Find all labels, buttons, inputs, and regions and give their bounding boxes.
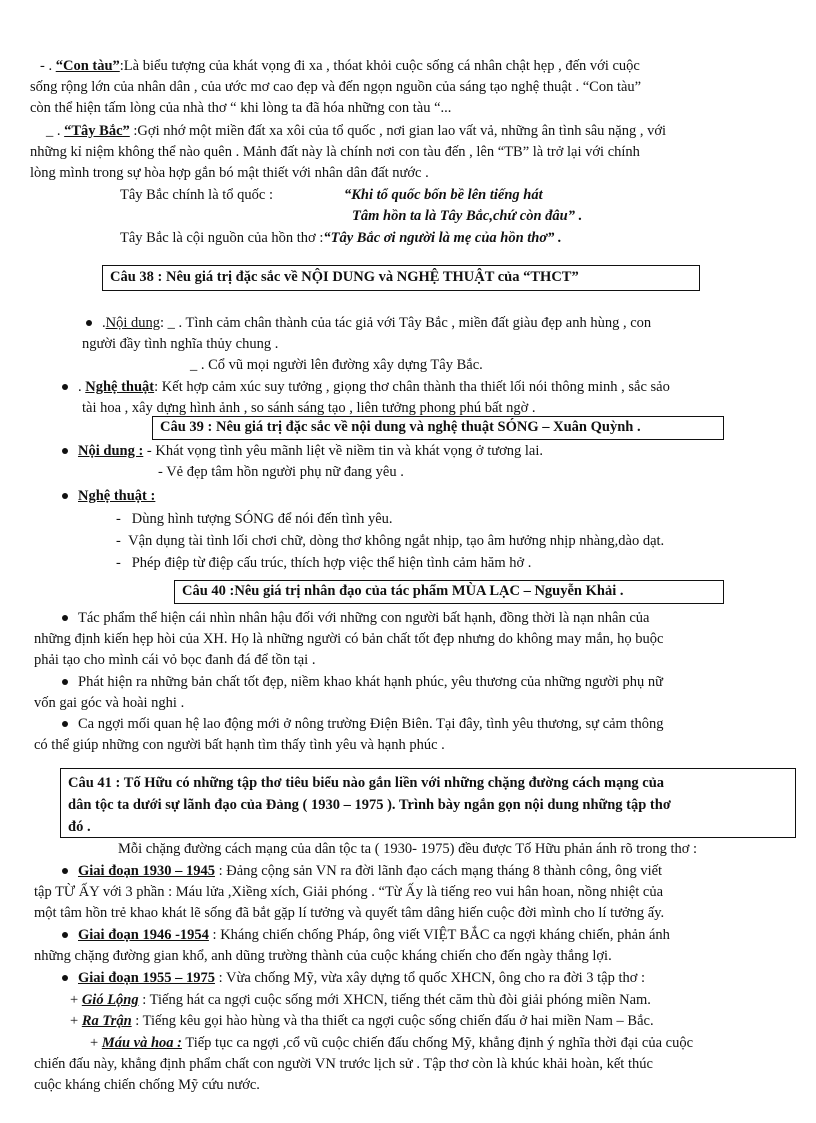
question-41-title-line: Câu 41 : Tố Hữu có những tập thơ tiêu biểu nào gắn liền với những chặng đường cách mạng của bbox=[68, 775, 665, 791]
list-item-nghe-thuat-38: . Nghệ thuật: Kết hợp cảm xúc suy tưởng , giọng thơ chân thành tha thiết lối nói thông minh , sắc sảo bbox=[62, 377, 670, 397]
question-41-title-line: đó . bbox=[68, 819, 91, 835]
question-38-title: Câu 38 : Nêu giá trị đặc sắc về NỘI DUNG và NGHỆ THUẬT của “THCT” bbox=[110, 269, 579, 285]
quote-lead-2: Tây Bắc là cội nguồn của hồn thơ :“Tây Bắc ơi người là mẹ của hồn thơ” . bbox=[120, 230, 562, 246]
term-tay-bac: “Tây Bắc” bbox=[64, 123, 130, 139]
sub-item-ra-tran: + Ra Trận : Tiếng kêu gọi hào hùng và tha thiết ca ngợi cuộc sống chiến đấu ở hai miền Nam – Bắc. bbox=[70, 1013, 654, 1029]
bullet-icon bbox=[62, 721, 68, 727]
list-item: - Dùng hình tượng SÓNG để nói đến tình yêu. bbox=[116, 511, 393, 527]
list-item-noi-dung-39: Nội dung : - Khát vọng tình yêu mãnh liệt về niềm tin và khát vọng ở tương lai. bbox=[62, 441, 543, 461]
text-line: một tâm hồn trẻ khao khát lẽ sống đã bắt gặp lí tưởng và quyết tâm dâng hiến cuộc đời mình cho lí tưởng ấy. bbox=[34, 905, 665, 921]
text-line: những định kiến hẹp hòi của XH. Họ là những người có bản chất tốt đẹp nhưng do không may mắn, họ buộc bbox=[34, 631, 664, 647]
text-line: những chặng đường gian khổ, anh dũng trường thành của cuộc kháng chiến cho đến ngày thắng lợi. bbox=[34, 948, 612, 964]
text-line: chiến đấu này, khẳng định phẩm chất con người VN trước lịch sử . Tập thơ còn là khúc khải hoàn, kết thúc bbox=[34, 1056, 653, 1072]
bullet-icon bbox=[62, 615, 68, 621]
bullet-icon bbox=[62, 932, 68, 938]
list-item-noi-dung-38: .Nội dung: _ . Tình cảm chân thành của tác giả với Tây Bắc , miền đất giàu đẹp anh hùng , con bbox=[86, 313, 651, 333]
text-line: cuộc kháng chiến chống Mỹ cứu nước. bbox=[34, 1077, 260, 1093]
list-item-nghe-thuat-39: Nghệ thuật : bbox=[62, 486, 155, 506]
text-line: còn thể hiện tấm lòng của nhà thơ “ khi lòng ta đã hóa những con tàu “... bbox=[30, 100, 452, 116]
bullet-icon bbox=[62, 493, 68, 499]
question-39-title: Câu 39 : Nêu giá trị đặc sắc về nội dung và nghệ thuật SÓNG – Xuân Quỳnh . bbox=[160, 419, 641, 435]
text-line: _ . Cổ vũ mọi người lên đường xây dựng Tây Bắc. bbox=[190, 357, 483, 373]
text-line: những kỉ niệm không thể nào quên . Mảnh đất này là chính nơi con tàu đến , lên “TB” là trở lại với chính bbox=[30, 144, 640, 160]
bullet-icon bbox=[62, 975, 68, 981]
question-41-title-line: dân tộc ta dưới sự lãnh đạo của Đảng ( 1930 – 1975 ). Trình bày ngắn gọn nội dung những tập thơ bbox=[68, 797, 671, 813]
list-item: - Vận dụng tài tình lối chơi chữ, dòng thơ không ngắt nhịp, tạo âm hưởng nhịp nhàng,dào dạt. bbox=[116, 533, 665, 549]
paragraph-tay-bac: _ . “Tây Bắc” :Gợi nhớ một miền đất xa xôi của tổ quốc , nơi gian lao vất vả, những ân tình sâu nặng , với bbox=[46, 123, 667, 139]
bullet-icon bbox=[62, 384, 68, 390]
list-item-giai-doan-1: Giai đoạn 1930 – 1945 : Đảng cộng sản VN ra đời lãnh đạo cách mạng tháng 8 thành công, ông viết bbox=[62, 861, 662, 881]
quote-verse-1: “Khi tổ quốc bốn bề lên tiếng hát bbox=[344, 187, 543, 203]
text-line: vốn gai góc và hoài nghi . bbox=[34, 695, 185, 711]
bullet-icon bbox=[86, 320, 92, 326]
quote-verse-2: Tâm hồn ta là Tây Bắc,chứ còn đâu” . bbox=[352, 208, 583, 224]
list-item: Phát hiện ra những bản chất tốt đẹp, niềm khao khát hạnh phúc, yêu thương của những người phụ nữ bbox=[62, 672, 663, 692]
text-line: - Vẻ đẹp tâm hồn người phụ nữ đang yêu . bbox=[158, 464, 404, 480]
question-40-title: Câu 40 :Nêu giá trị nhân đạo của tác phẩm MÙA LẠC – Nguyễn Khải . bbox=[182, 583, 624, 599]
text-line: người đầy tình nghĩa thủy chung . bbox=[82, 336, 279, 352]
text-line: lòng mình trong sự hòa hợp gắn bó mật thiết với nhân dân đất nước . bbox=[30, 165, 429, 181]
paragraph-con-tau: - . “Con tàu”:Là biểu tượng của khát vọng đi xa , thóat khỏi cuộc sống cá nhân chật hẹp , đến với cuộc bbox=[40, 58, 640, 74]
bullet-icon bbox=[62, 448, 68, 454]
text-line: sống rộng lớn của nhân dân , của ước mơ cao đẹp và đến ngọn nguồn của sáng tạo nghệ thuật . “Con tàu” bbox=[30, 79, 642, 95]
sub-item-mau-va-hoa: + Máu và hoa : Tiếp tục ca ngợi ,cổ vũ cuộc chiến đấu chống Mỹ, khẳng định ý nghĩa thời đại của cuộc bbox=[90, 1035, 694, 1051]
term-con-tau: “Con tàu” bbox=[55, 58, 120, 74]
text-line: tập TỪ ẤY với 3 phần : Máu lửa ,Xiềng xích, Giải phóng . “Từ Ấy là tiếng reo vui hân hoan, nồng nhiệt của bbox=[34, 884, 664, 900]
list-item: - Phép điệp từ điệp cấu trúc, thích hợp việc thể hiện tình cảm hăm hở . bbox=[116, 555, 532, 571]
sub-item-gio-long: + Gió Lộng : Tiếng hát ca ngợi cuộc sống mới XHCN, tiếng thét căm thù đòi giải phóng miền Nam. bbox=[70, 992, 651, 1008]
list-item-giai-doan-2: Giai đoạn 1946 -1954 : Kháng chiến chống Pháp, ông viết VIỆT BẮC ca ngợi kháng chiến, phản ánh bbox=[62, 925, 670, 945]
quote-lead-1: Tây Bắc chính là tổ quốc : bbox=[120, 187, 274, 203]
list-item: Ca ngợi mối quan hệ lao động mới ở nông trường Điện Biên. Tại đây, tình yêu thương, sự cảm thông bbox=[62, 714, 663, 734]
text-line: phải tạo cho mình cái vỏ bọc đanh đá để tồn tại . bbox=[34, 652, 316, 668]
bullet-icon bbox=[62, 868, 68, 874]
text-line: tài hoa , xây dựng hình ảnh , so sánh sáng tạo , liên tưởng phong phú bất ngờ . bbox=[82, 400, 536, 416]
bullet-icon bbox=[62, 679, 68, 685]
intro-text: Mỗi chặng đường cách mạng của dân tộc ta ( 1930- 1975) đều được Tố Hữu phản ánh rõ trong thơ : bbox=[118, 841, 698, 857]
text-line: có thể giúp những con người bất hạnh tìm thấy tình yêu và hạnh phúc . bbox=[34, 737, 445, 753]
list-item: Tác phẩm thể hiện cái nhìn nhân hậu đối với những con người bất hạnh, đồng thời là nạn nhân của bbox=[62, 608, 649, 628]
list-item-giai-doan-3: Giai đoạn 1955 – 1975 : Vừa chống Mỹ, vừa xây dựng tổ quốc XHCN, ông cho ra đời 3 tập thơ : bbox=[62, 968, 645, 988]
